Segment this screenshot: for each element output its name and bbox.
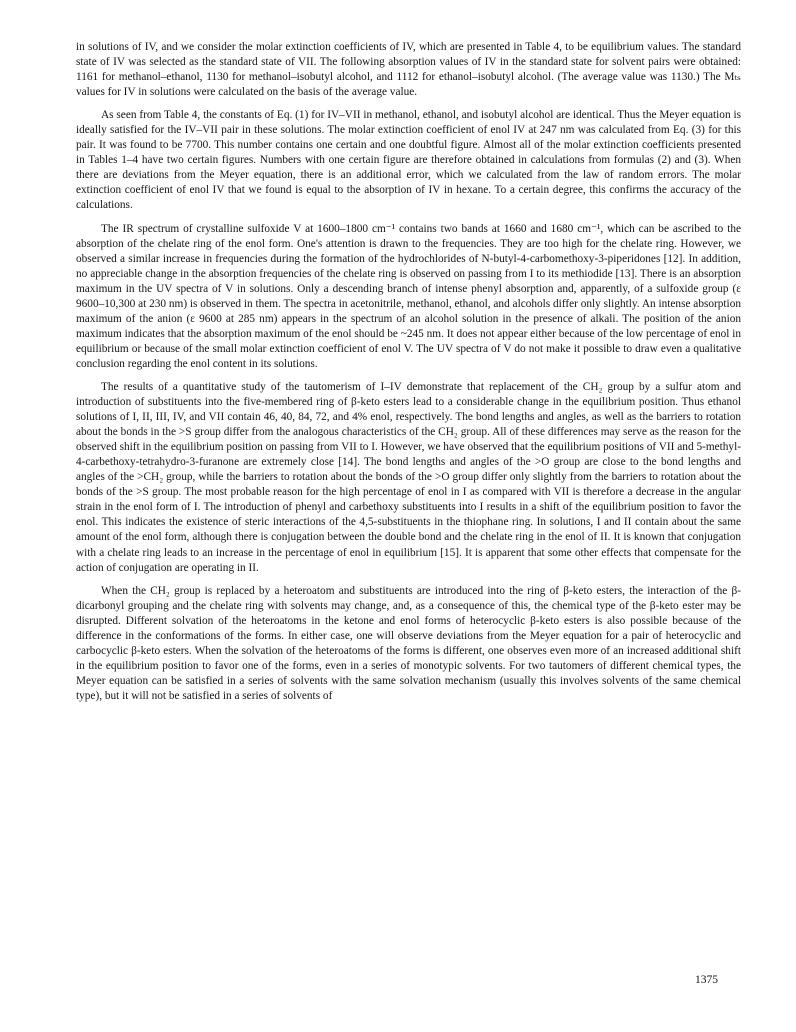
page-body: [76, 40, 741, 712]
paragraph-2: As seen from Table 4, the constants of Eq. (1) for IV–VII in methanol, ethanol, and isobutyl alcohol are identical. Thus the Meyer equation is ideally satisfied for the IV–VII pair in these solutions. The molar extinction coefficient of enol IV at 247 nm was calculated from Eq. (3) for this pair. It was found to be 7700. This number contains one certain and one doubtful figure. Almost all of the molar extinction coefficients presented in Tables 1–4 have two certain figures. Numbers with one certain figure are therefore obtained in calculations from formulas (2) and (3). When there are deviations from the Meyer equation, there is an additional error, which we calculated from the law of random errors. The molar extinction coefficient of enol IV that we found is equal to the absorption of IV in hexane. To a certain degree, this confirms the accuracy of the calculations.: [76, 109, 741, 212]
paragraph-4: The results of a quantitative study of the tautomerism of I–IV demonstrate that replacement of the CH₂ group by a sulfur atom and introduction of substituents into the five-membered ring of β-keto esters lead to a considerable change in the equilibrium position. Thus ethanol solutions of I, II, III, IV, and VII contain 46, 40, 84, 72, and 4% enol, respectively. The bond lengths and angles, as well as the barriers to rotation about the bonds in the >S group differ from the analogous characteristics of the CH₂ group. All of these differences may serve as the reason for the observed shift in the equilibrium position on passing from VII to I. However, we have observed that the equilibrium positions of VII and 5-methyl-4-carbethoxy-tetrahydro-3-furanone are extremely close [14]. The bond lengths and angles of the >O group are close to the bond lengths and angles of the >CH₂ group, while the barriers to rotation about the bonds of the >O group differ only slightly from the barriers to rotation about the bonds of the >S group. The most probable reason for the high percentage of enol in I as compared with VII is therefore a decrease in the angular strain in the enol form of I. The introduction of phenyl and carbethoxy substituents into I results in a shift of the equilibrium position to favor the enol. This indicates the existence of steric interactions of the 4,5-substituents in the thiophane ring. In solutions, I and II contain about the same amount of the enol form, although there is conjugation between the double bond and the chelate ring in the enol of II. It is known that conjugation with a chelate ring leads to an increase in the percentage of enol in equilibrium [15]. It is apparent that some other effects that compensate for the action of conjugation are operating in II.: [76, 380, 741, 574]
paragraph-5: When the CH₂ group is replaced by a heteroatom and substituents are introduced into the ring of β-keto esters, the interaction of the β-dicarbonyl grouping and the chelate ring with solvents may change, and, as a consequence of this, the chemical type of the β-keto ester may be disrupted. Different solvation of the heteroatoms in the ketone and enol forms of heterocyclic β-keto esters is also possible because of the difference in the conformations of the forms. In either case, one will observe deviations from the Meyer equation for a pair of heterocyclic and carbocyclic β-keto esters. When the solvation of the heteroatoms of the forms is different, one observes even more of an increased additional shift in the equilibrium position to favor one of the forms, even in a series of monotypic solvents. For two tautomers of different chemical types, the Meyer equation can be satisfied in a series of solvents with the same solvation mechanism (usually this involves solvents of the same chemical type), but it will not be satisfied in a series of solvents of: [76, 584, 741, 702]
paragraph-1: in solutions of IV, and we consider the molar extinction coefficients of IV, which are presented in Table 4, to be equilibrium values. The standard state of IV was selected as the standard state of VII. The following absorption values of IV in the standard state for solvent pairs were obtained: 1161 for methanol–ethanol, 1130 for methanol–isobutyl alcohol, and 1112 for ethanol–isobutyl alcohol. (The average value was 1130.) The Mₜₛ values for IV in solutions were calculated on the basis of the average value.: [76, 41, 741, 99]
page-number: 1375: [695, 974, 718, 986]
paragraph-3: The IR spectrum of crystalline sulfoxide V at 1600–1800 cm⁻¹ contains two bands at 1660 and 1680 cm⁻¹, which can be ascribed to the absorption of the chelate ring of the enol form. One's attention is drawn to the frequencies. They are too high for the chelate ring. However, we observed a similar increase in frequencies during the formation of the hydrochlorides of N-butyl-4-carbomethoxy-3-piperidones [12]. In addition, no appreciable change in the absorption frequencies of the chelate ring is observed on passing from I to its methiodide [13]. There is an absorption maximum in the UV spectra of V in solutions. Only a descending branch of intense phenyl absorption and, apparently, of a sulfoxide group (ε 9600–10,300 at 230 nm) is observed in them. The spectra in acetonitrile, methanol, ethanol, and alcohols differ only slightly. An intense absorption maximum of the anion (ε 9600 at 285 nm) appears in the spectrum of an alcohol solution in the presence of alkali. The position of the anion maximum indicates that the absorption maximum of the enol should be ~245 nm. It does not appear either because of the low percentage of enol in equilibrium or because of the small molar extinction coefficient of enol V. The UV spectra of V do not make it possible to draw even a qualitative conclusion regarding the enol content in its solutions.: [76, 222, 741, 370]
